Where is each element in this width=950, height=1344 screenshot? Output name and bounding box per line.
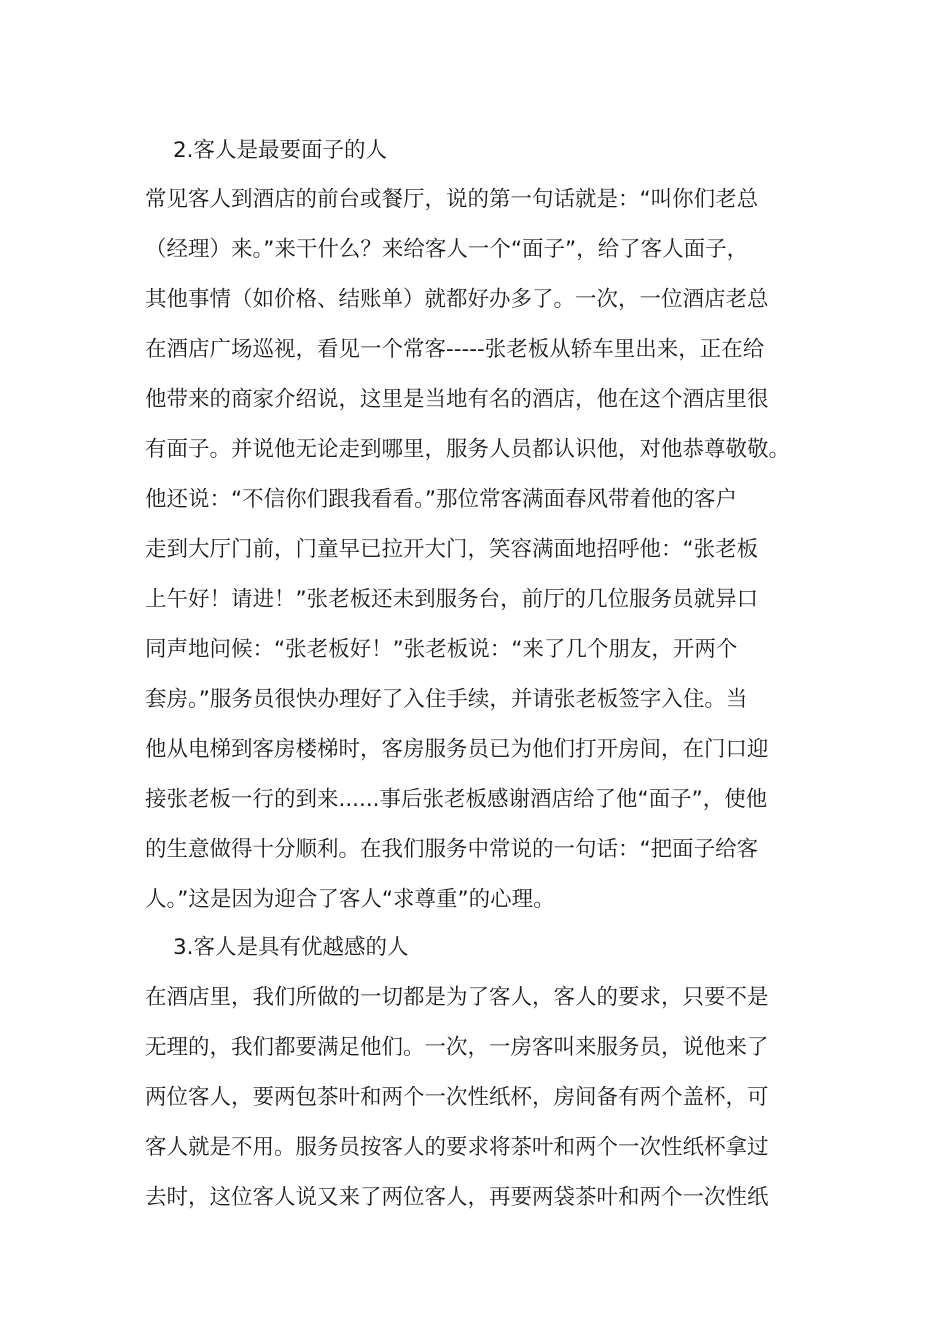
paragraph-line: 同声地问候：“张老板好！”张老板说：“来了几个朋友，开两个: [145, 637, 738, 662]
section-heading-3: 3.客人是具有优越感的人: [173, 935, 409, 960]
paragraph-line: 客人就是不用。服务员按客人的要求将茶叶和两个一次性纸杯拿过: [145, 1135, 769, 1160]
paragraph-line: 他带来的商家介绍说，这里是当地有名的酒店，他在这个酒店里很: [145, 387, 769, 412]
paragraph-line: 套房。”服务员很快办理好了入住手续，并请张老板签字入住。当: [145, 687, 748, 712]
section-heading-2: 2.客人是最要面子的人: [173, 138, 388, 163]
paragraph-line: 人。”这是因为迎合了客人“求尊重”的心理。: [145, 887, 555, 912]
paragraph-line: 走到大厅门前，门童早已拉开大门，笑容满面地招呼他：“张老板: [145, 537, 759, 562]
paragraph-line: （经理）来。”来干什么？来给客人一个“面子”，给了客人面子，: [145, 237, 749, 262]
paragraph-line: 有面子。并说他无论走到哪里，服务人员都认识他，对他恭尊敬敬。: [145, 437, 791, 462]
paragraph-line: 无理的，我们都要满足他们。一次，一房客叫来服务员，说他来了: [145, 1035, 769, 1060]
paragraph-line: 其他事情（如价格、结账单）就都好办多了。一次，一位酒店老总: [145, 287, 769, 312]
paragraph-line: 常见客人到酒店的前台或餐厅，说的第一句话就是：“叫你们老总: [145, 187, 759, 212]
paragraph-line: 去时，这位客人说又来了两位客人，再要两袋茶叶和两个一次性纸: [145, 1185, 769, 1210]
paragraph-line: 在酒店里，我们所做的一切都是为了客人，客人的要求，只要不是: [145, 985, 769, 1010]
paragraph-line: 接张老板一行的到来......事后张老板感谢酒店给了他“面子”，使他: [145, 787, 768, 812]
paragraph-line: 上午好！请进！”张老板还未到服务台，前厅的几位服务员就异口: [145, 587, 759, 612]
paragraph-line: 他还说：“不信你们跟我看看。”那位常客满面春风带着他的客户: [145, 487, 738, 512]
paragraph-line: 两位客人，要两包茶叶和两个一次性纸杯，房间备有两个盖杯，可: [145, 1085, 769, 1110]
paragraph-line: 在酒店广场巡视，看见一个常客-----张老板从轿车里出来，正在给: [145, 337, 765, 362]
paragraph-line: 的生意做得十分顺利。在我们服务中常说的一句话：“把面子给客: [145, 837, 759, 862]
paragraph-line: 他从电梯到客房楼梯时，客房服务员已为他们打开房间，在门口迎: [145, 737, 769, 762]
